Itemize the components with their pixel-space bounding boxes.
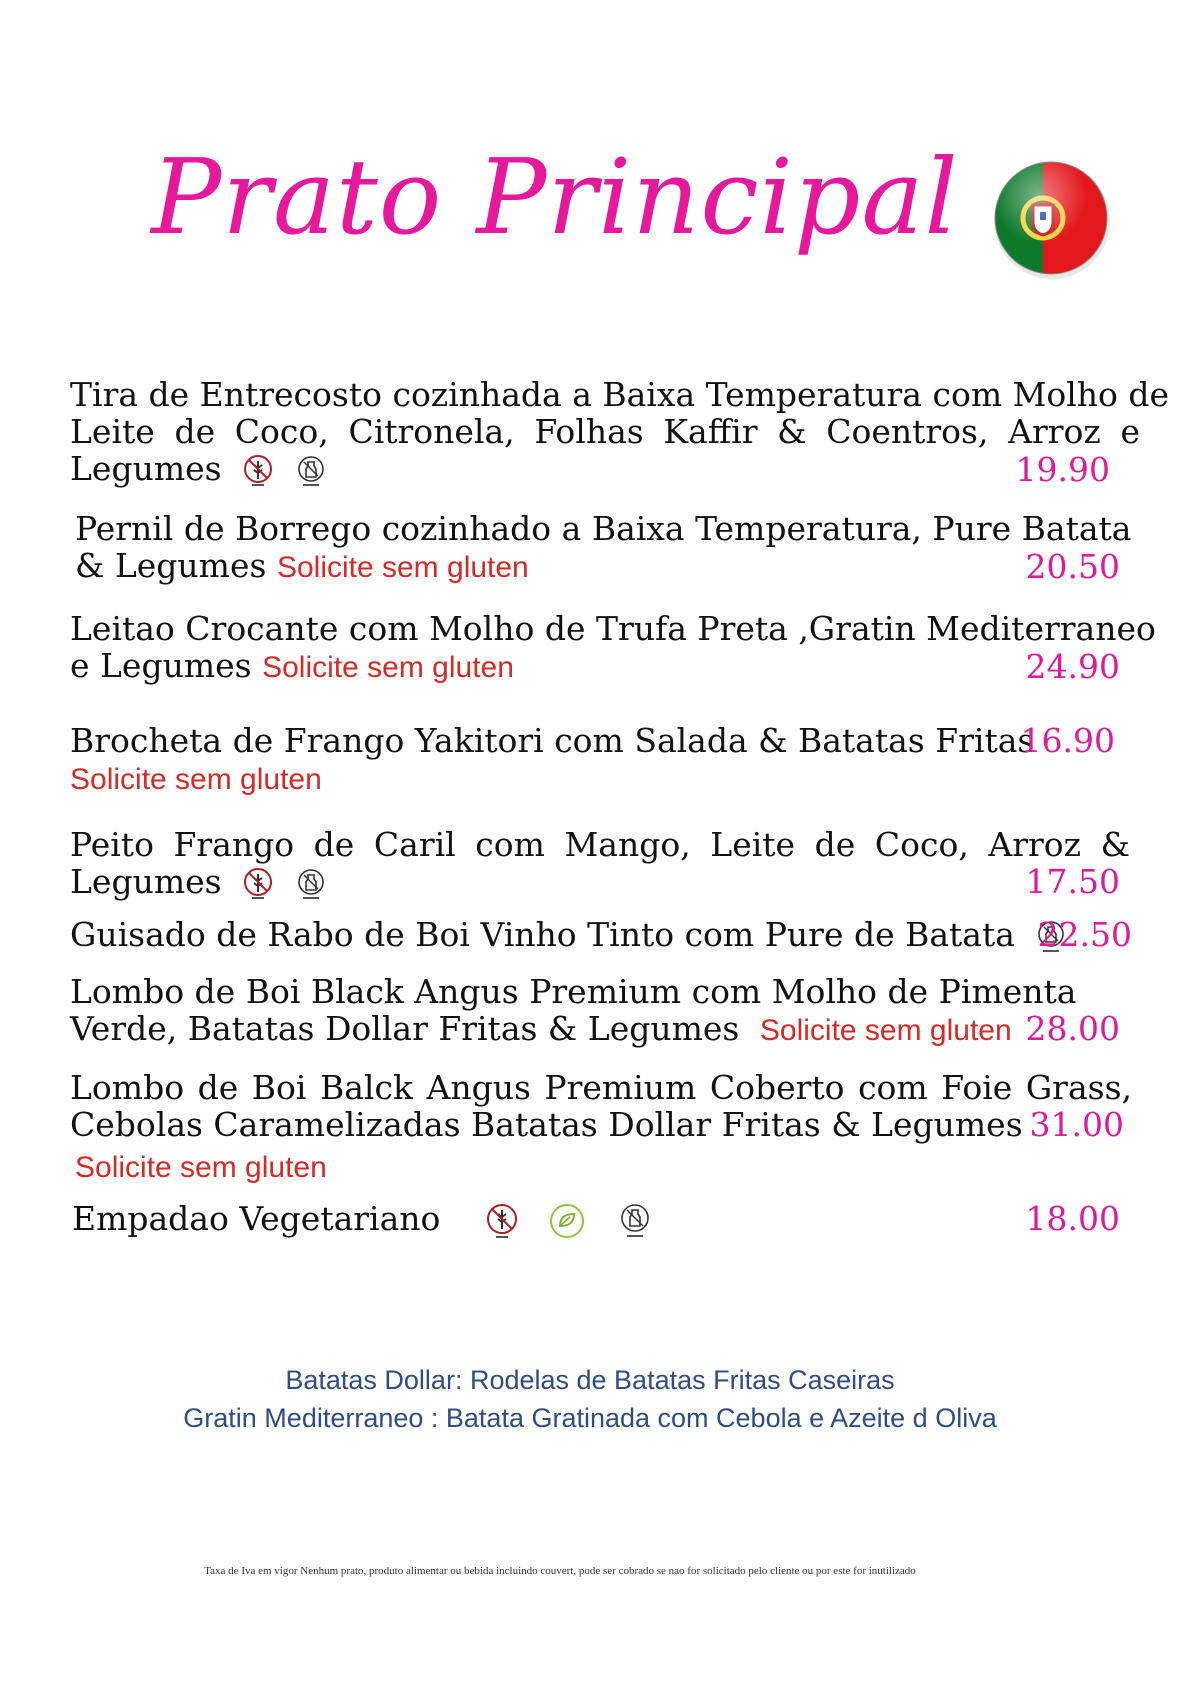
item-price: 22.50 xyxy=(1037,915,1132,954)
item-price: 18.00 xyxy=(1025,1199,1120,1238)
item-price: 19.90 xyxy=(1015,450,1110,489)
item-text: Lombo de Boi Balck Angus Premium Coberto com Foie Grass, xyxy=(70,1068,1132,1107)
item-text: & Legumes xyxy=(75,546,267,585)
page-title: Prato Principal xyxy=(151,136,959,258)
gluten-free-note: Solicite sem gluten xyxy=(75,1151,327,1184)
menu-item xyxy=(70,826,1130,900)
item-price: 24.90 xyxy=(1025,647,1120,686)
menu-item xyxy=(72,1200,1120,1237)
item-price: 28.00 xyxy=(1025,1009,1120,1048)
menu-item xyxy=(70,973,1120,1047)
lactose-free-icon xyxy=(295,454,327,488)
gluten-free-icon xyxy=(242,454,274,488)
item-text: Lombo de Boi Black Angus Premium com Molho de Pimenta xyxy=(70,972,1077,1011)
menu-item xyxy=(70,1069,1132,1184)
gluten-free-note: Solicite sem gluten xyxy=(276,551,529,584)
menu-item xyxy=(70,722,1120,796)
item-price: 16.90 xyxy=(1020,721,1115,760)
menu-item xyxy=(70,916,1132,953)
lactose-free-icon xyxy=(618,1202,652,1240)
gluten-free-note: Solicite sem gluten xyxy=(759,1014,1012,1047)
portugal-flag-icon xyxy=(988,155,1114,281)
item-price: 20.50 xyxy=(1025,547,1120,586)
item-text: Guisado de Rabo de Boi Vinho Tinto com Pure de Batata xyxy=(70,915,1015,954)
item-text: Legumes xyxy=(70,862,222,901)
footnote-gratin: Gratin Mediterraneo : Batata Gratinada com Cebola e Azeite d Oliva xyxy=(183,1403,997,1433)
menu-item xyxy=(70,609,1156,686)
item-text: Verde, Batatas Dollar Fritas & Legumes xyxy=(70,1009,740,1048)
item-price: 17.50 xyxy=(1025,862,1120,901)
gluten-free-icon xyxy=(485,1202,519,1240)
item-text: Tira de Entrecosto cozinhada a Baixa Temperatura com Molho de xyxy=(70,375,1170,414)
legal-notice: Taxa de Iva em vigor Nenhum prato, produto alimentar ou bebida incluindo couvert, pode ser cobrado se nao for solicitado pelo cliente ou por este for inutilizado xyxy=(204,1565,916,1577)
item-text: Legumes xyxy=(70,449,222,488)
item-price: 31.00 xyxy=(1029,1105,1124,1144)
gluten-free-note: Solicite sem gluten xyxy=(262,651,514,684)
item-text: Leitao Crocante com Molho de Trufa Preta ,Gratin Mediterraneo xyxy=(70,609,1156,648)
footnote-batatas-dollar: Batatas Dollar: Rodelas de Batatas Fritas Caseiras xyxy=(285,1365,895,1395)
item-text: Brocheta de Frango Yakitori com Salada & Batatas Fritas xyxy=(70,721,1035,760)
gluten-free-note: Solicite sem gluten xyxy=(70,763,322,796)
item-text: Cebolas Caramelizadas Batatas Dollar Fritas & Legumes xyxy=(70,1105,1023,1144)
item-text: Leite de Coco, Citronela, Folhas Kaffir & Coentros, Arroz e xyxy=(70,412,1140,451)
vegan-icon xyxy=(548,1202,586,1240)
item-text: Peito Frango de Caril com Mango, Leite de Coco, Arroz & xyxy=(70,825,1130,864)
menu-item xyxy=(70,375,1170,489)
gluten-free-icon xyxy=(242,867,274,901)
lactose-free-icon xyxy=(295,867,327,901)
item-text: Pernil de Borrego cozinhado a Baixa Temperatura, Pure Batata xyxy=(75,509,1132,548)
menu-item xyxy=(75,509,1132,586)
item-text: Empadao Vegetariano xyxy=(72,1199,441,1238)
item-text: e Legumes xyxy=(70,646,252,685)
